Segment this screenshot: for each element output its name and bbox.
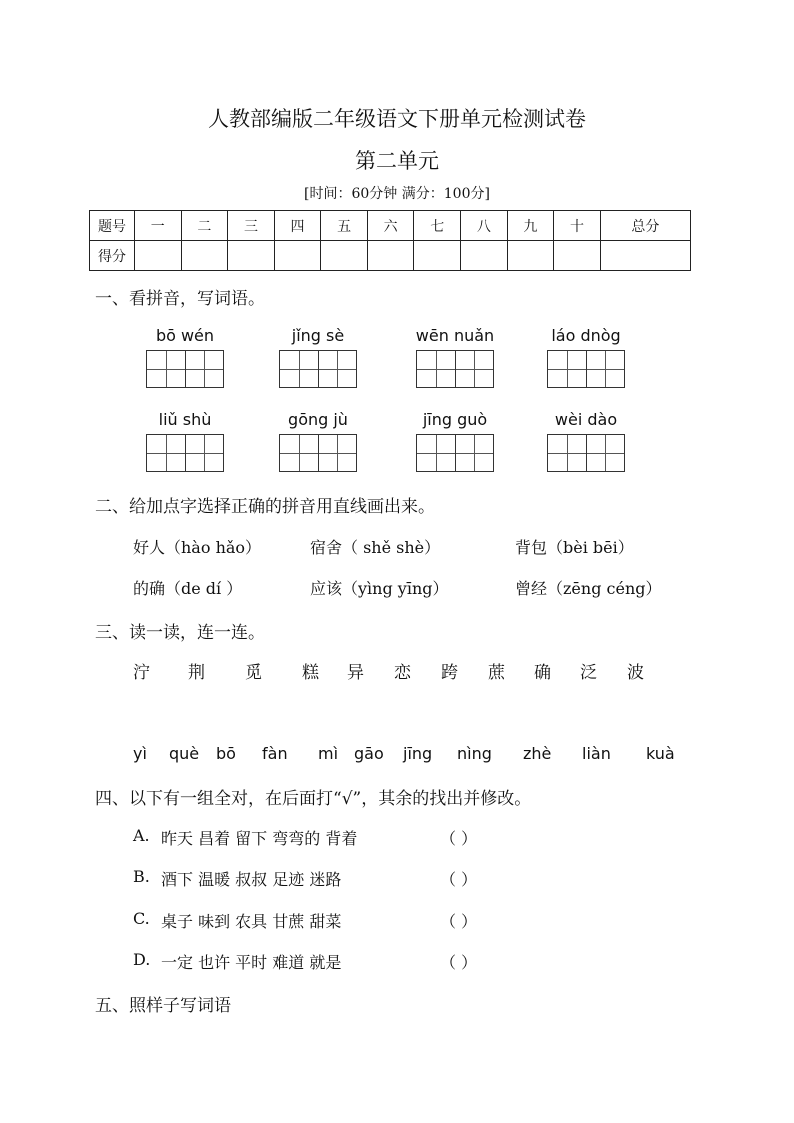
option-d-words: 一定 也许 平时 难道 就是 <box>161 953 342 972</box>
option-b-words: 酒下 温暖 叔叔 足迹 迷路 <box>161 870 342 889</box>
option-c-words: 桌子 味到 农具 甘蔗 甜菜 <box>161 912 342 931</box>
match-char[interactable]: 泛 <box>580 663 597 683</box>
table-cell: 七 <box>414 211 461 241</box>
exam-meta: [时间：60分钟 满分：100分] <box>304 186 490 202</box>
option-d-label: D. <box>133 950 151 969</box>
pinyin-label: bō wén <box>155 326 215 345</box>
match-char[interactable]: 波 <box>627 663 644 683</box>
writing-grid[interactable] <box>279 434 357 472</box>
pinyin-choice-item[interactable]: 应该（yìng yīng） <box>310 579 449 598</box>
match-char[interactable]: 觅 <box>245 663 262 683</box>
pinyin-word <box>268 326 368 388</box>
match-char[interactable]: 跨 <box>441 663 458 683</box>
table-cell: 题号 <box>90 211 135 241</box>
score-input-cell[interactable] <box>228 241 275 271</box>
exam-title: 人教部编版二年级语文下册单元检测试卷 <box>208 107 586 131</box>
score-table-score-row <box>90 241 691 271</box>
pinyin-choice-item[interactable]: 背包（bèi bēi） <box>515 538 634 557</box>
table-cell: 十 <box>554 211 601 241</box>
option-b-label: B. <box>133 867 150 886</box>
table-cell: 三 <box>228 211 275 241</box>
section3-heading: 三、读一读，连一连。 <box>95 623 265 643</box>
match-pinyin[interactable]: jīng <box>403 744 433 763</box>
match-pinyin[interactable]: què <box>169 744 200 763</box>
match-pinyin[interactable]: kuà <box>646 744 675 763</box>
section1-heading: 一、看拼音，写词语。 <box>95 289 265 309</box>
match-pinyin[interactable]: zhè <box>523 744 552 763</box>
writing-grid[interactable] <box>416 350 494 388</box>
match-char[interactable]: 恋 <box>394 663 411 683</box>
table-cell: 二 <box>181 211 228 241</box>
pinyin-choice-item[interactable]: 好人（hào hǎo） <box>133 538 262 557</box>
match-pinyin[interactable]: fàn <box>262 744 288 763</box>
score-input-cell[interactable] <box>461 241 508 271</box>
writing-grid[interactable] <box>146 350 224 388</box>
match-pinyin[interactable]: gāo <box>354 744 384 763</box>
section2-heading: 二、给加点字选择正确的拼音用直线画出来。 <box>95 497 435 517</box>
pinyin-word <box>405 410 505 472</box>
option-d-answer[interactable]: （ ） <box>440 953 478 972</box>
table-cell: 总分 <box>600 211 690 241</box>
pinyin-label: wēn nuǎn <box>415 326 495 345</box>
writing-grid[interactable] <box>146 434 224 472</box>
table-cell: 一 <box>135 211 182 241</box>
pinyin-word <box>536 410 636 472</box>
match-char[interactable]: 泞 <box>133 663 150 683</box>
section4-heading: 四、以下有一组全对，在后面打“√”，其余的找出并修改。 <box>95 789 532 809</box>
writing-grid[interactable] <box>547 434 625 472</box>
pinyin-choice-item[interactable]: 宿舍（ shě shè） <box>310 538 441 557</box>
pinyin-word <box>135 326 235 388</box>
table-cell: 六 <box>367 211 414 241</box>
score-table <box>89 210 691 271</box>
writing-grid[interactable] <box>547 350 625 388</box>
pinyin-choice-item[interactable]: 的确（de dí ） <box>133 579 243 598</box>
match-char[interactable]: 荆 <box>188 663 205 683</box>
pinyin-label: láo dnòg <box>551 326 621 345</box>
score-table-header-row <box>90 211 691 241</box>
match-char[interactable]: 确 <box>534 663 551 683</box>
option-a-label: A. <box>133 826 150 845</box>
table-cell: 四 <box>274 211 321 241</box>
table-cell: 五 <box>321 211 368 241</box>
score-input-cell[interactable] <box>181 241 228 271</box>
match-pinyin[interactable]: liàn <box>582 744 611 763</box>
pinyin-label: liǔ shù <box>158 410 212 429</box>
score-input-cell[interactable] <box>507 241 554 271</box>
option-b-answer[interactable]: （ ） <box>440 870 478 889</box>
pinyin-word <box>268 410 368 472</box>
score-input-cell[interactable] <box>414 241 461 271</box>
score-input-cell[interactable] <box>600 241 690 271</box>
score-input-cell[interactable] <box>274 241 321 271</box>
option-c-label: C. <box>133 909 150 928</box>
pinyin-label: wèi dào <box>554 410 618 429</box>
pinyin-word <box>405 326 505 388</box>
pinyin-word <box>536 326 636 388</box>
pinyin-choice-item[interactable]: 曾经（zēng céng） <box>515 579 662 598</box>
match-char[interactable]: 异 <box>347 663 364 683</box>
match-pinyin[interactable]: bō <box>216 744 236 763</box>
match-pinyin[interactable]: mì <box>318 744 339 763</box>
option-a-answer[interactable]: （ ） <box>440 829 478 848</box>
pinyin-label: gōng jù <box>288 410 348 429</box>
score-input-cell[interactable] <box>367 241 414 271</box>
match-char[interactable]: 蔗 <box>488 663 505 683</box>
pinyin-word <box>135 410 235 472</box>
score-input-cell[interactable] <box>135 241 182 271</box>
section5-heading: 五、照样子写词语 <box>95 996 231 1016</box>
score-input-cell[interactable] <box>554 241 601 271</box>
table-cell: 八 <box>461 211 508 241</box>
table-cell: 九 <box>507 211 554 241</box>
match-char[interactable]: 糕 <box>302 663 319 683</box>
unit-subtitle: 第二单元 <box>355 149 439 173</box>
option-a-words: 昨天 昌着 留下 弯弯的 背着 <box>161 829 358 848</box>
match-pinyin[interactable]: nìng <box>457 744 492 763</box>
pinyin-label: jīng guò <box>422 410 488 429</box>
writing-grid[interactable] <box>279 350 357 388</box>
pinyin-label: jǐng sè <box>291 326 345 345</box>
option-c-answer[interactable]: （ ） <box>440 912 478 931</box>
match-pinyin[interactable]: yì <box>133 744 147 763</box>
score-input-cell[interactable] <box>321 241 368 271</box>
table-cell: 得分 <box>90 241 135 271</box>
writing-grid[interactable] <box>416 434 494 472</box>
